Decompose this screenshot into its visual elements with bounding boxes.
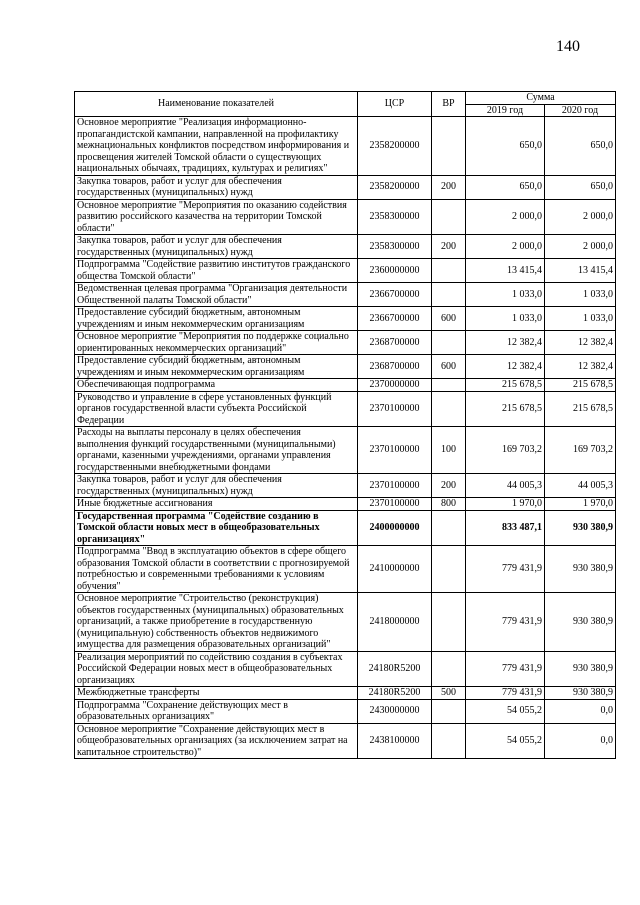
row-2019-cell: 12 382,4	[466, 331, 545, 355]
row-2019-cell: 1 033,0	[466, 307, 545, 331]
table-row	[75, 331, 616, 355]
row-2019-cell: 779 431,9	[466, 687, 545, 700]
row-name-cell: Подпрограмма "Ввод в эксплуатацию объектов в сфере общего образования Томской области в соответствии с прогнозируемой потребностью и современными требованиями к условиям обучения"	[75, 546, 358, 593]
table-row	[75, 651, 616, 687]
table-row	[75, 379, 616, 392]
row-vr-cell: 600	[432, 307, 466, 331]
row-2020-cell: 2 000,0	[545, 235, 616, 259]
row-vr-cell	[432, 117, 466, 176]
row-name-cell: Межбюджетные трансферты	[75, 687, 358, 700]
row-csr-cell: 2358300000	[358, 235, 432, 259]
table-row	[75, 546, 616, 593]
row-name-cell: Закупка товаров, работ и услуг для обеспечения государственных (муниципальных) нужд	[75, 235, 358, 259]
header-sum: Сумма	[466, 92, 616, 105]
row-csr-cell: 2358200000	[358, 175, 432, 199]
row-2020-cell: 1 033,0	[545, 283, 616, 307]
table-row	[75, 510, 616, 546]
row-csr-cell: 2370100000	[358, 498, 432, 511]
budget-table	[74, 91, 616, 759]
row-2019-cell: 650,0	[466, 117, 545, 176]
row-2019-cell: 54 055,2	[466, 699, 545, 723]
row-vr-cell	[432, 379, 466, 392]
row-2020-cell: 930 380,9	[545, 651, 616, 687]
row-2019-cell: 779 431,9	[466, 593, 545, 652]
row-csr-cell: 2410000000	[358, 546, 432, 593]
row-vr-cell: 200	[432, 235, 466, 259]
row-name-cell: Расходы на выплаты персоналу в целях обеспечения выполнения функций государственными (муниципальными) органами, казенными учреждениями, органами управления государственными внебюджетными фондами	[75, 427, 358, 474]
row-csr-cell: 2358300000	[358, 199, 432, 235]
header-2020: 2020 год	[545, 104, 616, 117]
row-2019-cell: 2 000,0	[466, 199, 545, 235]
table-row	[75, 259, 616, 283]
header-csr: ЦСР	[358, 92, 432, 117]
row-name-cell: Предоставление субсидий бюджетным, автономным учреждениям и иным некоммерческим организациям	[75, 307, 358, 331]
row-2020-cell: 215 678,5	[545, 379, 616, 392]
header-name: Наименование показателей	[75, 92, 358, 117]
row-2020-cell: 12 382,4	[545, 355, 616, 379]
table-row	[75, 235, 616, 259]
table-row	[75, 474, 616, 498]
row-2020-cell: 1 033,0	[545, 307, 616, 331]
table-row	[75, 175, 616, 199]
page-number: 140	[556, 38, 580, 55]
row-name-cell: Основное мероприятие "Сохранение действующих мест в общеобразовательных организациях (за исключением затрат на капитальное строительство)"	[75, 723, 358, 759]
row-2020-cell: 169 703,2	[545, 427, 616, 474]
table-row	[75, 391, 616, 427]
row-vr-cell	[432, 593, 466, 652]
row-vr-cell: 200	[432, 474, 466, 498]
row-2020-cell: 930 380,9	[545, 546, 616, 593]
row-vr-cell	[432, 699, 466, 723]
row-vr-cell	[432, 723, 466, 759]
row-vr-cell	[432, 331, 466, 355]
row-2019-cell: 215 678,5	[466, 379, 545, 392]
row-2020-cell: 930 380,9	[545, 510, 616, 546]
row-csr-cell: 2370100000	[358, 427, 432, 474]
row-csr-cell: 2370100000	[358, 474, 432, 498]
row-2020-cell: 0,0	[545, 723, 616, 759]
row-csr-cell: 2366700000	[358, 307, 432, 331]
row-name-cell: Иные бюджетные ассигнования	[75, 498, 358, 511]
row-2019-cell: 44 005,3	[466, 474, 545, 498]
row-csr-cell: 24180R5200	[358, 687, 432, 700]
table-row	[75, 283, 616, 307]
row-vr-cell	[432, 199, 466, 235]
row-2020-cell: 930 380,9	[545, 593, 616, 652]
row-2019-cell: 779 431,9	[466, 546, 545, 593]
row-2019-cell: 169 703,2	[466, 427, 545, 474]
row-vr-cell	[432, 391, 466, 427]
header-vr: ВР	[432, 92, 466, 117]
row-csr-cell: 2370100000	[358, 391, 432, 427]
row-csr-cell: 2358200000	[358, 117, 432, 176]
row-csr-cell: 24180R5200	[358, 651, 432, 687]
row-2020-cell: 12 382,4	[545, 331, 616, 355]
row-2019-cell: 1 970,0	[466, 498, 545, 511]
row-name-cell: Основное мероприятие "Мероприятия по оказанию содействия развитию российского казачества на территории Томской области"	[75, 199, 358, 235]
row-2019-cell: 650,0	[466, 175, 545, 199]
table-row	[75, 687, 616, 700]
row-vr-cell	[432, 259, 466, 283]
row-vr-cell: 600	[432, 355, 466, 379]
row-2020-cell: 0,0	[545, 699, 616, 723]
row-name-cell: Руководство и управление в сфере установленных функций органов государственной власти субъекта Российской Федерации	[75, 391, 358, 427]
row-name-cell: Ведомственная целевая программа "Организация деятельности Общественной палаты Томской области"	[75, 283, 358, 307]
row-name-cell: Основное мероприятие "Строительство (реконструкция) объектов государственных (муниципальных) образовательных организаций, а также приобретение в государственную (муниципальную) собственность объектов недвижимого имущества для размещения образовательных организаций"	[75, 593, 358, 652]
row-vr-cell	[432, 283, 466, 307]
table-row	[75, 593, 616, 652]
row-csr-cell: 2370000000	[358, 379, 432, 392]
table-row	[75, 307, 616, 331]
row-2020-cell: 650,0	[545, 117, 616, 176]
row-csr-cell: 2418000000	[358, 593, 432, 652]
row-2019-cell: 215 678,5	[466, 391, 545, 427]
row-2019-cell: 1 033,0	[466, 283, 545, 307]
table-row	[75, 723, 616, 759]
row-csr-cell: 2360000000	[358, 259, 432, 283]
row-name-cell: Обеспечивающая подпрограмма	[75, 379, 358, 392]
row-2019-cell: 54 055,2	[466, 723, 545, 759]
row-2020-cell: 13 415,4	[545, 259, 616, 283]
table-row	[75, 117, 616, 176]
row-2019-cell: 2 000,0	[466, 235, 545, 259]
row-vr-cell	[432, 546, 466, 593]
row-vr-cell: 200	[432, 175, 466, 199]
row-name-cell: Подпрограмма "Содействие развитию институтов гражданского общества Томской области"	[75, 259, 358, 283]
row-name-cell: Реализация мероприятий по содействию создания в субъектах Российской Федерации новых мест в общеобразовательных организациях	[75, 651, 358, 687]
row-name-cell: Подпрограмма "Сохранение действующих мест в образовательных организациях"	[75, 699, 358, 723]
table-row	[75, 498, 616, 511]
row-name-cell: Основное мероприятие "Мероприятия по поддержке социально ориентированных некоммерческих организаций"	[75, 331, 358, 355]
row-2020-cell: 2 000,0	[545, 199, 616, 235]
row-vr-cell: 500	[432, 687, 466, 700]
row-name-cell: Закупка товаров, работ и услуг для обеспечения государственных (муниципальных) нужд	[75, 474, 358, 498]
row-2020-cell: 650,0	[545, 175, 616, 199]
table-row	[75, 427, 616, 474]
row-name-cell: Государственная программа "Содействие созданию в Томской области новых мест в общеобразовательных организациях"	[75, 510, 358, 546]
table-row	[75, 355, 616, 379]
header-2019: 2019 год	[466, 104, 545, 117]
row-2019-cell: 833 487,1	[466, 510, 545, 546]
row-2019-cell: 13 415,4	[466, 259, 545, 283]
row-2019-cell: 779 431,9	[466, 651, 545, 687]
row-2020-cell: 1 970,0	[545, 498, 616, 511]
row-csr-cell: 2368700000	[358, 355, 432, 379]
row-name-cell: Предоставление субсидий бюджетным, автономным учреждениям и иным некоммерческим организациям	[75, 355, 358, 379]
row-vr-cell: 100	[432, 427, 466, 474]
row-csr-cell: 2400000000	[358, 510, 432, 546]
row-vr-cell: 800	[432, 498, 466, 511]
row-vr-cell	[432, 510, 466, 546]
row-csr-cell: 2430000000	[358, 699, 432, 723]
table-row	[75, 699, 616, 723]
row-2020-cell: 930 380,9	[545, 687, 616, 700]
row-2019-cell: 12 382,4	[466, 355, 545, 379]
row-name-cell: Основное мероприятие "Реализация информационно-пропагандистской кампании, направленной на профилактику межнациональных конфликтов посредством информирования и просвещения жителей Томской области о существующих национальных обычаях, традициях, культурах и религиях"	[75, 117, 358, 176]
row-csr-cell: 2438100000	[358, 723, 432, 759]
row-csr-cell: 2368700000	[358, 331, 432, 355]
row-vr-cell	[432, 651, 466, 687]
row-2020-cell: 215 678,5	[545, 391, 616, 427]
table-row	[75, 199, 616, 235]
row-name-cell: Закупка товаров, работ и услуг для обеспечения государственных (муниципальных) нужд	[75, 175, 358, 199]
row-2020-cell: 44 005,3	[545, 474, 616, 498]
row-csr-cell: 2366700000	[358, 283, 432, 307]
